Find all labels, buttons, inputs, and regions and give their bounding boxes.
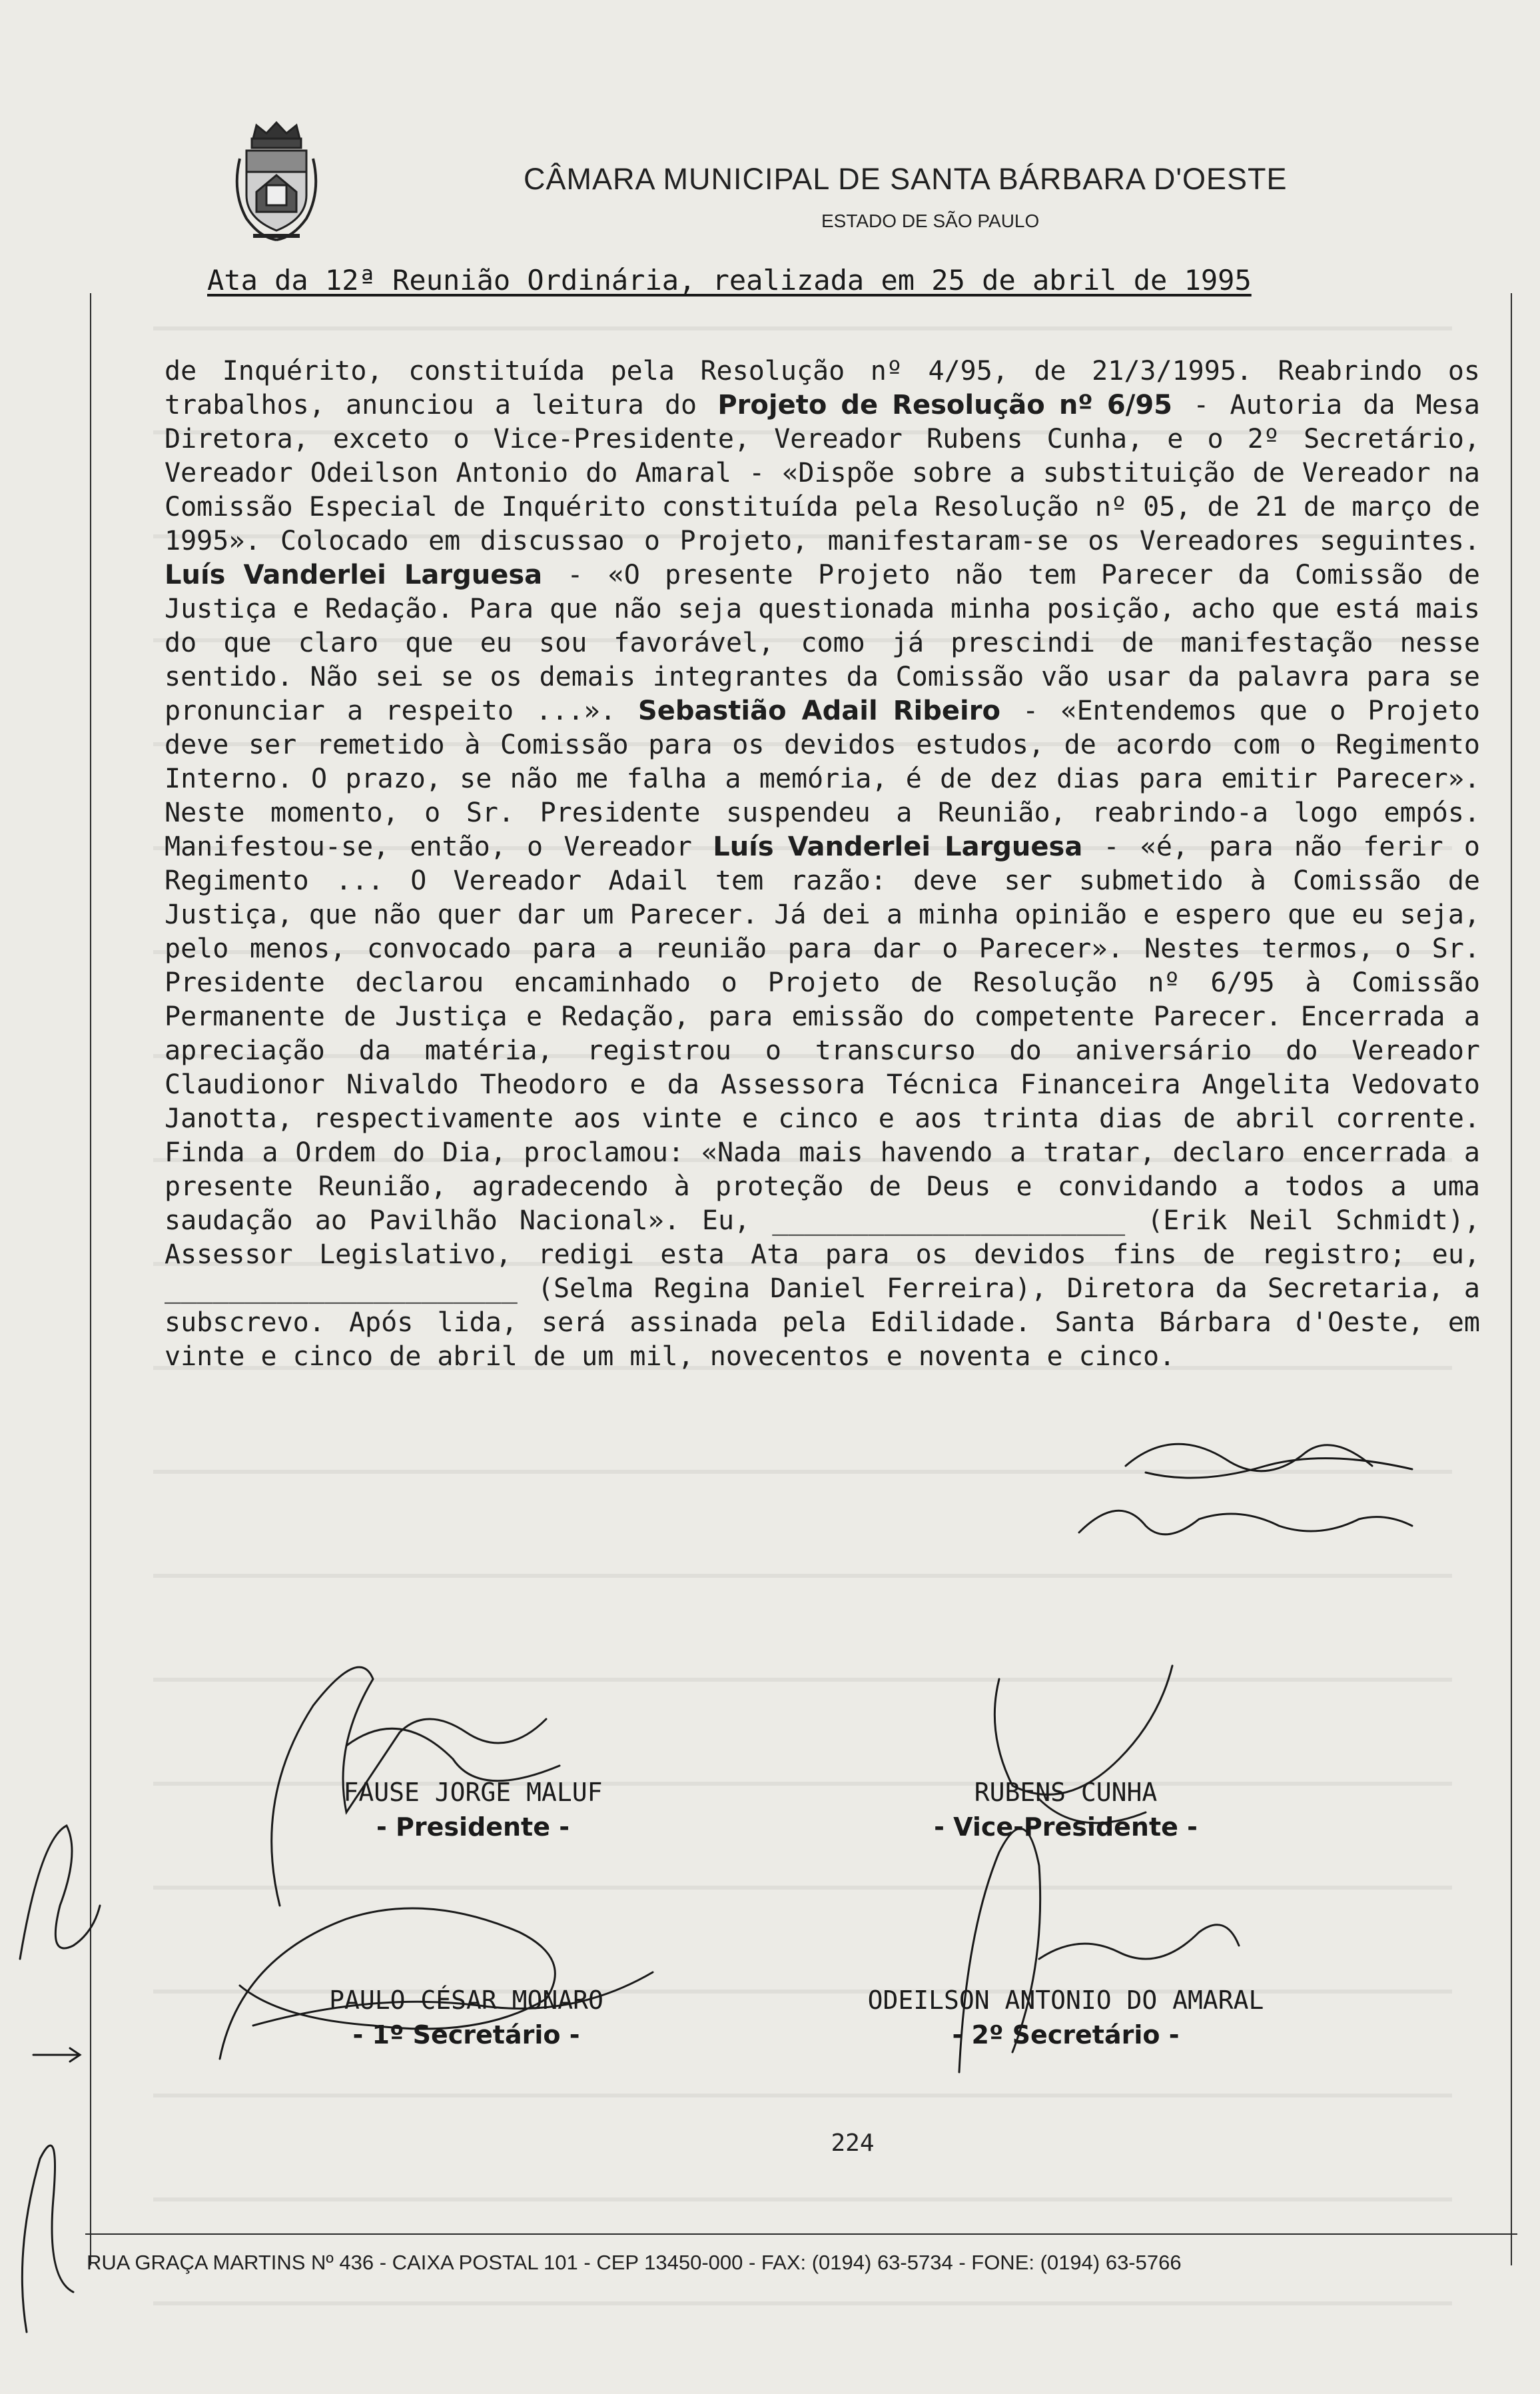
right-margin-rule <box>1511 293 1512 2265</box>
signatory-role-vice-president: - Vice-Presidente - <box>934 1812 1198 1842</box>
bold-text-segment: Projeto de Resolução nº 6/95 <box>717 390 1173 420</box>
margin-arrow <box>33 2048 80 2062</box>
signatory-name-vice-president: RUBENS CUNHA <box>974 1778 1158 1807</box>
text-segment: - «é, para não ferir o Regimento ... O Vereador Adail tem razão: deve ser submetido à Comissão de Justiça, que não quer dar um Parecer. Já dei a minha opinião e espero que eu seja, pelo menos, convocado para a reunião para dar o Parecer». Nestes termos, o Sr. Presidente declarou encaminhado o Projeto de Resolução nº 6/95 à Comissão Permanente de Justiça e Redação, para emissão do competente Parecer. Encerrada a apreciação da matéria, registrou o transcurso do aniversário do Vereador Claudionor Nivaldo Theodoro e da Assessora Técnica Financeira Angelita Vedovato Janotta, respectivamente aos vinte e cinco e aos trinta dias de abril corrente. Finda a Ordem do Dia, proclamou: «Nada mais havendo a tratar, declaro encerrada a presente Reunião, agradecendo à proteção de Deus e convidando a todos a uma saudação ao Pavilhão Nacional». Eu, ______________________ (Erik Neil Schmidt), Assessor Legislativo, redigi esta Ata para os devidos fins de registro; eu, ______________________ (Selma Regina Daniel Ferreira), Diretora da Secretaria, a subscrevo. Após lida, será assinada pela Edilidade. Santa Bárbara d'Oeste, em vinte e cinco de abril de um mil, novecentos e noventa e cinco. <box>165 832 1480 1372</box>
text-segment: - «O presente Projeto não tem Parecer da Comissão de Justiça e Redação. Para que não seja questionada minha posição, acho que está mais do que claro que eu sou favorável, como já prescindi de manifestação nesse sentido. Não sei se os demais integrantes da Comissão vão usar da palavra para se pronunciar a respeito ...». <box>165 560 1480 726</box>
text-segment: - «Entendemos que o Projeto deve ser remetido à Comissão para os devidos estudos, de acordo com o Regimento Interno. O prazo, se não me falha a memória, é de dez dias para emitir Parecer». Neste momento, o Sr. Presidente suspendeu a Reunião, reabrindo-a logo empós. Manifestou-se, então, o Vereador <box>165 696 1480 862</box>
institution-name: CÂMARA MUNICIPAL DE SANTA BÁRBARA D'OESTE <box>524 162 1288 196</box>
margin-initials-bottom <box>22 2145 73 2332</box>
text-segment: - Autoria da Mesa Diretora, exceto o Vice-Presidente, Vereador Rubens Cunha, e o 2º Secretário, Vereador Odeilson Antonio do Amaral - «Dispõe sobre a substituição de Vereador na Comissão Especial de Inquérito constituída pela Resolução nº 05, de 21 de março de 1995». Colocado em discussao o Projeto, manifestaram-se os Vereadores seguintes. <box>165 390 1480 556</box>
signatory-name-first-secretary: PAULO CÉSAR MONARO <box>329 1986 603 2015</box>
signatory-name-second-secretary: ODEILSON ANTONIO DO AMARAL <box>867 1986 1264 2015</box>
bold-text-segment: Sebastião Adail Ribeiro <box>637 696 1000 726</box>
margin-initials-top <box>20 1826 100 1959</box>
left-margin-rule <box>90 293 91 2265</box>
bold-text-segment: Luís Vanderlei Larguesa <box>165 560 543 590</box>
bold-text-segment: Luís Vanderlei Larguesa <box>713 832 1083 862</box>
footer-address: RUA GRAÇA MARTINS Nº 436 - CAIXA POSTAL 101 - CEP 13450-000 - FAX: (0194) 63-5734 - FONE: (0194) 63-5766 <box>87 2251 1182 2274</box>
signatory-role-second-secretary: - 2º Secretário - <box>952 2020 1180 2050</box>
footer-rule <box>85 2233 1517 2235</box>
signatory-role-first-secretary: - 1º Secretário - <box>352 2020 580 2050</box>
signature-erik-schmidt <box>1126 1444 1412 1478</box>
minutes-body <box>165 354 1480 1374</box>
signature-selma-ferreira <box>1079 1510 1412 1534</box>
minutes-paragraph <box>165 354 1480 1374</box>
municipal-crest-icon <box>226 119 326 245</box>
text-segment: de Inquérito, constituída pela Resolução nº 4/95, de 21/3/1995. Reabrindo os trabalhos, anunciou a leitura do <box>165 356 1480 420</box>
page-number: 224 <box>831 2129 875 2157</box>
signatory-role-president: - Presidente - <box>376 1812 570 1842</box>
state-name: ESTADO DE SÃO PAULO <box>821 211 1040 231</box>
signatory-name-president: FAUSE JORGE MALUF <box>343 1778 603 1807</box>
ata-title: Ata da 12ª Reunião Ordinária, realizada em 25 de abril de 1995 <box>207 264 1252 297</box>
